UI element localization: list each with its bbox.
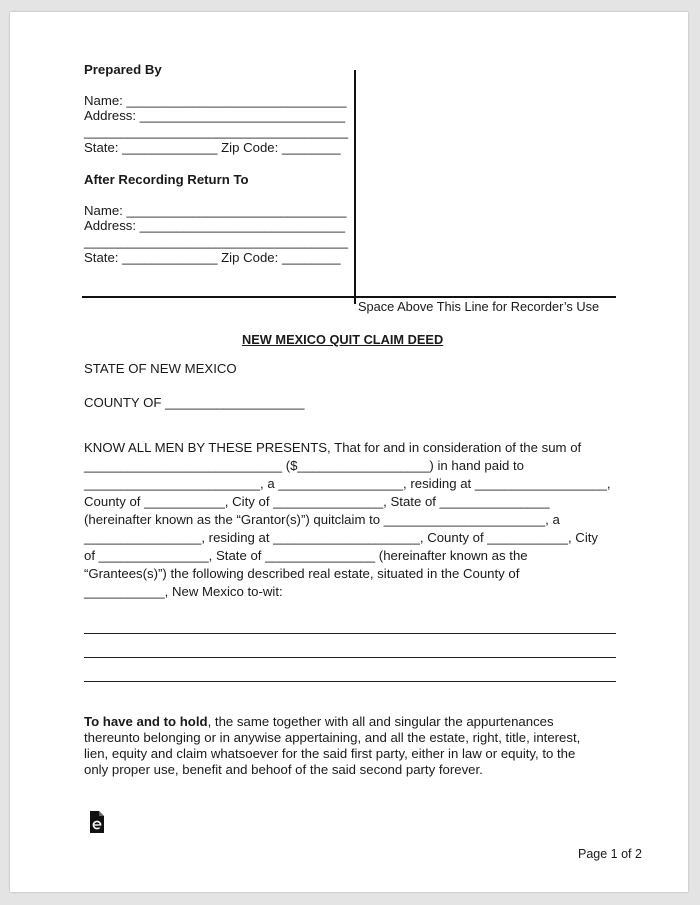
habendum-line: lien, equity and claim whatsoever for the said first party, either in law or equity, to the (84, 746, 576, 761)
document-page (10, 12, 688, 892)
body-line: ________________________, a _________________, residing at __________________, (84, 476, 611, 491)
habendum-intro: To have and to hold (84, 714, 208, 729)
prepared-state-zip-field: State: _____________ Zip Code: ________ (84, 140, 341, 155)
description-blank-line (84, 657, 616, 658)
body-line: ___________________________ ($__________________) in hand paid to (84, 458, 525, 473)
habendum-text: , the same together with all and singular the appurtenances (207, 714, 554, 729)
body-line: County of ___________, City of _______________, State of _______________ (84, 494, 550, 509)
body-line: of _______________, State of _______________ (hereinafter known as the (84, 548, 528, 563)
state-line: STATE OF NEW MEXICO (84, 361, 237, 376)
recorder-note: Space Above This Line for Recorder’s Use (358, 299, 600, 314)
prepared-by-heading: Prepared By (84, 62, 162, 77)
habendum-line: thereunto belonging or in anywise appertaining, and all the estate, right, title, interest, (84, 730, 581, 745)
habendum-line (84, 714, 554, 730)
return-state-zip-field: State: _____________ Zip Code: ________ (84, 250, 341, 265)
prepared-address-field: Address: ____________________________ (84, 108, 346, 123)
deed-title: NEW MEXICO QUIT CLAIM DEED (242, 332, 444, 347)
recorder-horizontal-divider (82, 296, 616, 298)
description-blank-line (84, 681, 616, 682)
return-address-blank: ____________________________________ (84, 234, 349, 249)
body-line: “Grantees(s)”) the following described real estate, situated in the County of (84, 566, 520, 581)
prepared-address-blank: ____________________________________ (84, 124, 349, 139)
body-line: ___________, New Mexico to-wit: (84, 584, 283, 599)
prepared-name-field: Name: ______________________________ (84, 93, 347, 108)
eforms-logo-icon (90, 811, 104, 833)
recorder-vertical-divider (354, 70, 356, 304)
return-address-field: Address: ____________________________ (84, 218, 346, 233)
description-blank-line (84, 633, 616, 634)
body-line: KNOW ALL MEN BY THESE PRESENTS, That for and in consideration of the sum of (84, 440, 582, 455)
return-name-field: Name: ______________________________ (84, 203, 347, 218)
body-line: ________________, residing at ____________________, County of ___________, City (84, 530, 599, 545)
return-to-heading: After Recording Return To (84, 172, 249, 187)
habendum-line: only proper use, benefit and behoof of the said second party forever. (84, 762, 483, 777)
body-line: (hereinafter known as the “Grantor(s)”) quitclaim to ______________________, a (84, 512, 560, 527)
county-line: COUNTY OF ___________________ (84, 395, 305, 410)
page-number: Page 1 of 2 (578, 847, 642, 861)
